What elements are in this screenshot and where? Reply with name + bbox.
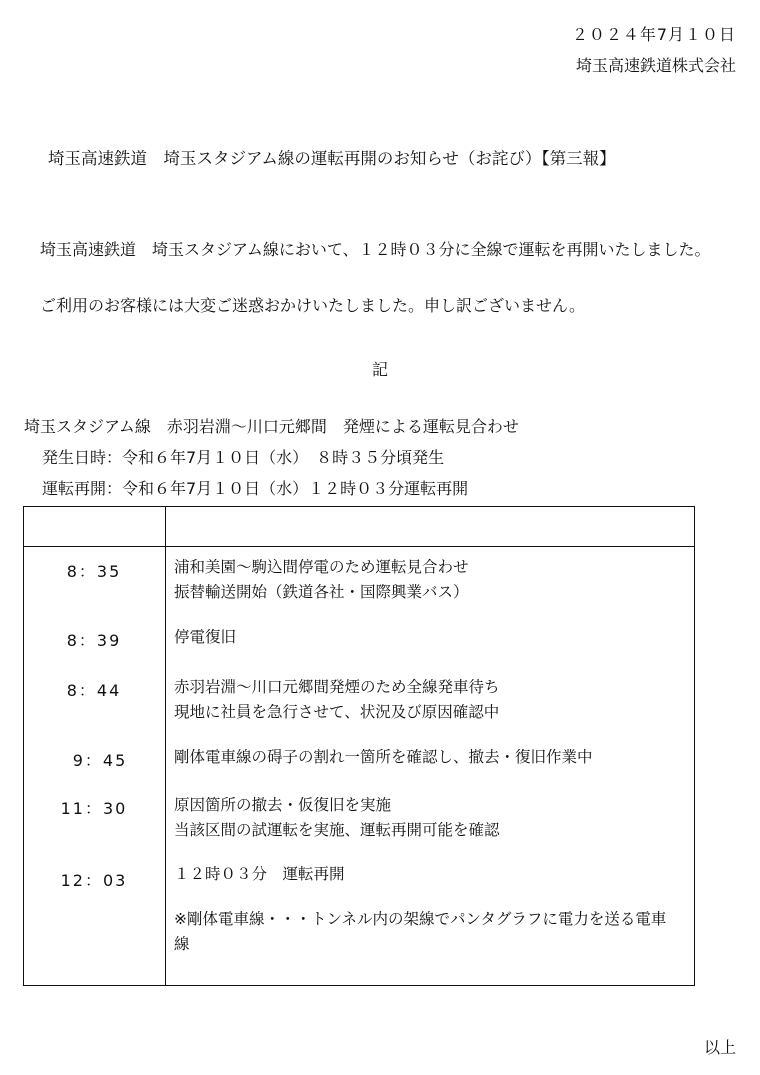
table-row-time: 11：30 <box>60 799 128 818</box>
resumed-datetime: 運転再開：令和６年7月１０日（水）１２時０３分運転再開 <box>42 479 469 498</box>
event-line: 浦和美園～駒込間停電のため運転見合わせ <box>174 558 469 576</box>
event-line: 当該区間の試運転を実施、運転再開可能を確認 <box>174 821 500 839</box>
body-paragraph-2: ご利用のお客様には大変ご迷惑おかけいたしました。申し訳ございません。 <box>40 296 585 315</box>
event-line: 原因箇所の撤去・仮復旧を実施 <box>174 796 392 814</box>
table-row-event <box>174 862 345 887</box>
document-date: ２０２４年7月１０日 <box>571 25 736 44</box>
event-line: 現地に社員を急行させて、状況及び原因確認中 <box>174 703 500 721</box>
notice-title: 埼玉高速鉄道 埼玉スタジアム線の運転再開のお知らせ（お詫び）【第三報】 <box>48 149 616 168</box>
incident-summary: 埼玉スタジアム線 赤羽岩淵～川口元郷間 発煙による運転見合わせ <box>24 417 519 436</box>
column-divider <box>165 507 166 985</box>
table-row-event <box>174 625 236 650</box>
table-row-event <box>174 745 593 770</box>
table-row-time: 8：35 <box>66 562 122 581</box>
event-line: 赤羽岩淵～川口元郷間発煙のため全線発車待ち <box>174 678 500 696</box>
ki-heading: 記 <box>372 360 389 379</box>
table-row-event <box>174 555 469 605</box>
table-row-time: 12：03 <box>60 871 128 890</box>
event-line: 剛体電車線の碍子の割れ一箇所を確認し、撤去・復旧作業中 <box>174 748 593 766</box>
table-row-time: 8：39 <box>66 631 122 650</box>
table-header-row <box>24 507 694 547</box>
table-row-event <box>174 675 500 725</box>
table-row-event <box>174 793 500 843</box>
company-name: 埼玉高速鉄道株式会社 <box>575 56 736 75</box>
event-line: 振替輸送開始（鉄道各社・国際興業バス） <box>174 583 469 601</box>
body-paragraph-1: 埼玉高速鉄道 埼玉スタジアム線において、１２時０３分に全線で運転を再開いたしました。 <box>40 240 711 259</box>
closing-ijo: 以上 <box>703 1038 736 1057</box>
occurred-datetime: 発生日時：令和６年7月１０日（水） ８時３５分頃発生 <box>42 448 445 467</box>
table-row-time: 8：44 <box>66 681 122 700</box>
table-note: ※剛体電車線・・・トンネル内の架線でパンタグラフに電力を送る電車線 <box>174 910 667 953</box>
table-row-time: 9：45 <box>72 751 128 770</box>
timeline-table <box>23 506 695 986</box>
event-line: １２時０３分 運転再開 <box>174 865 345 883</box>
event-line: 停電復旧 <box>174 628 237 646</box>
